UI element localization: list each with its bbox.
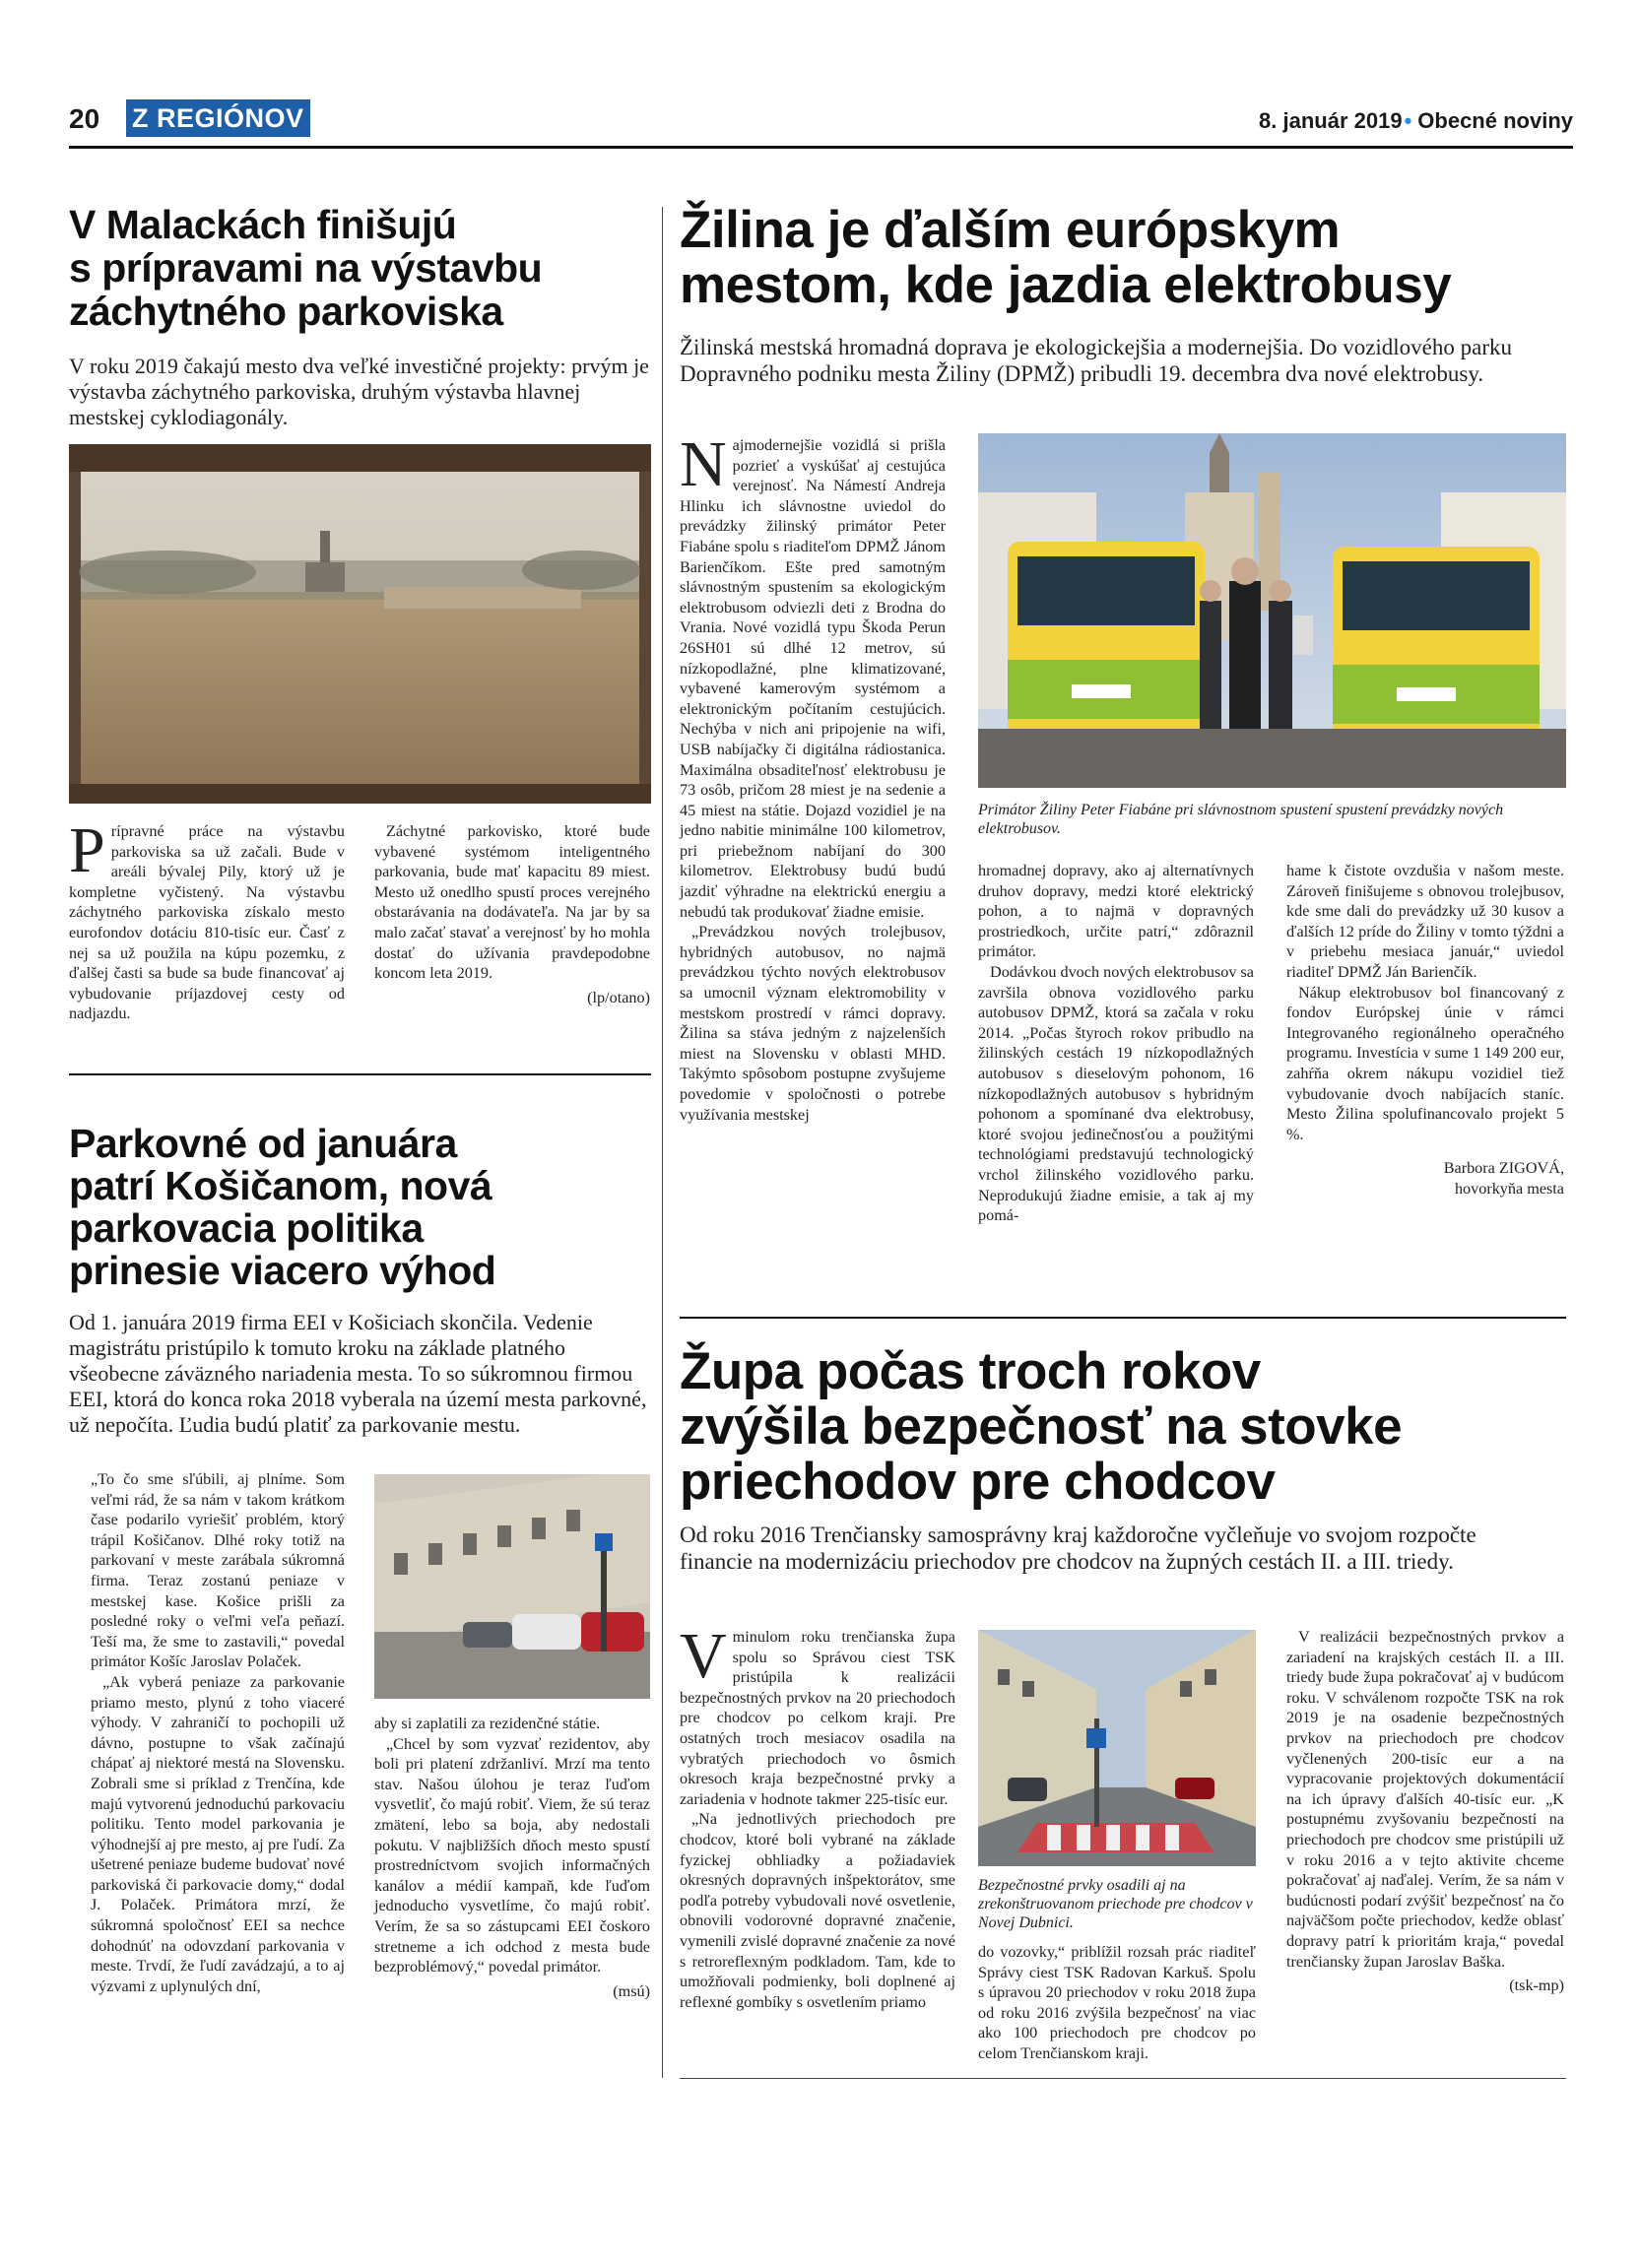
bullet-icon: • — [1404, 108, 1412, 133]
a2-col1-p: „Ak vyberá peniaze za parkovanie priamo mesto, plynú z toho viaceré výhody. V zahraničí to pochopili už dávno, postupne to však začínajú chápať aj niektoré mestá na Slovensku. Zobrali sme si príklad z Trenčína, kde majú vytvorenú jednoduchú parkovaciu politiku. Tento model parkovania je výhodnejší aj pre mesto, aj pre ľudí. Za ušetrené peniaze budeme budovať nové parkoviská či parkovacie domy,“ dodal J. Polaček. Primátora mrzí, že súkromná spoločnosť EEI sa nechce dohodnúť na odovzdaní parkovania v meste. Trvdí, že ľudí zavádzajú, a to aj výzvami z uplynulých dní, — [91, 1672, 345, 1995]
a3-lead: Žilinská mestská hromadná doprava je ekologickejšia a modernejšia. Do vozidlového parku Dopravného podniku mesta Žiliny (DPMŽ) pribudli 19. decembra dva nové elektrobusy. — [680, 335, 1513, 386]
a4-col3 — [1286, 1627, 1564, 1996]
parking-lot-image — [69, 444, 651, 804]
a4-col1-first-text: minulom roku trenčianska župa spolu so Správou ciest TSK pristúpila k realizácii bezpečnostných prvkov na 20 priechodoch pre chodcov po celkom kraji. Pre ostatných troch mesiacov osadila na vybratých priechodoch vo ôsmich okresoch kraja bezpečnostné prvky a zariadenia v hodnote takmer 225-tisíc eur. — [680, 1628, 955, 1808]
a4-headline-line: Župa počas troch rokov — [680, 1342, 1261, 1400]
column-divider — [662, 207, 663, 2078]
a4-col2-text: do vozovky,“ priblížil rozsah prác riaditeľ Správy ciest TSK Radovan Karkuš. Spolu s úpravou 20 priechodov v roku 2018 župa od roku 2016 zvýšila bezpečnosť na viac ako 100 priechodoch pre chodcov po celom Trenčianskom kraji. — [978, 1943, 1256, 2062]
a2-headline-line: prinesie viacero výhod — [69, 1248, 496, 1293]
issue-date: 8. január 2019 — [1259, 108, 1403, 133]
a2-col2 — [374, 1714, 650, 2001]
a3-col1-first — [680, 428, 946, 922]
paper-name: Obecné noviny — [1417, 108, 1573, 133]
a2-col2-p: „Chcel by som vyzvať rezidentov, aby boli pri platení zdržanliví. Mrzí ma tento stav. Našou úlohou je teraz ľuďom vysvetliť, čo majú robiť. Viem, že sú teraz zmätení, lebo sa boja, aby nedostali pokutu. V najbližších dňoch mesto spustí prostredníctvom svojich informačných kanálov a médií kampaň, kde ľuďom jednoducho vysvetlíme, čo majú robiť. Verím, že sa so zástupcami EEI čoskoro stretneme a ich odchod z mesta bude bezproblémový,“ povedal primátor. — [374, 1734, 650, 1976]
a3-col1-second: „Prevádzkou nových trolejbusov, hybridných autobusov, no najmä prevádzkou týchto nových elektrobusov sa umocnil význam elektromobility v mestskom prostredí v rámci dopravy. Žilina sa stáva jedným z najzelenších miest na Slovensku v oblasti MHD. Takýmto spôsobom postupne zvyšujeme povedomie v spoločnosti o potrebe využívania mestskej — [680, 923, 946, 1124]
a4-drop-cap: V — [680, 1620, 727, 1692]
a4-headline-line: zvýšila bezpečnosť na stovke — [680, 1397, 1403, 1456]
a4-lead: Od roku 2016 Trenčiansky samosprávny kraj každoročne vyčleňuje vo svojom rozpočte financie na modernizáciu priechodov pre chodcov na župných cestách II. a III. triedy. — [680, 1523, 1476, 1574]
a1-headline-line: s prípravami na výstavbu — [69, 245, 543, 291]
street-parking-image — [374, 1474, 650, 1699]
a1-col2-text: Záchytné parkovisko, ktoré bude vybavené systémom inteligentného parkovania, bude mať kapacitu 89 miest. Mesto už onedlho spustí proces verejného obstarávania na dodávateľa. Na jar by sa malo začať stavať a verejnosť by ho mohla dostať do užívania pravdepodobne koncom leta 2019. — [374, 822, 650, 983]
a3-col3 — [1286, 861, 1564, 1199]
a4-headline — [680, 1344, 1576, 1510]
a1-signature: (lp/otano) — [587, 988, 650, 1006]
a1-photo-parking-lot — [69, 444, 651, 804]
a4-col1 — [680, 1620, 955, 2012]
a3-headline-line: mestom, kde jazdia elektrobusy — [680, 256, 1452, 314]
a3-col1 — [680, 428, 946, 1125]
a4-col2 — [978, 1942, 1256, 2064]
a2-col1-p: „To čo sme sľúbili, aj plníme. Som veľmi rád, že sa nám v takom krátkom čase podarilo vyriešiť problém, ktorý trápil Košičanov. Dlhé roky totiž na parkovaní v meste zarábala súkromná firma. Teraz zostanú peniaze v mestskej kase. Košice prišli za posledné roky o veľmi veľa peňazí. Teší ma, že sme to zastavili,“ povedal primátor Košíc Jaroslav Polaček. — [91, 1470, 345, 1671]
a3-col2 — [978, 861, 1254, 1226]
a1-drop-cap: P — [69, 814, 105, 886]
a3-col2-p: hromadnej dopravy, ako aj alternatívnych druhov dopravy, medzi ktoré elektrický pohon, a to najmä v dopravných prostriedkoch, určite patrí,“ zdôraznil primátor. — [978, 862, 1254, 961]
a2-headline-line: Parkovné od januára — [69, 1121, 457, 1166]
a3-drop-cap: N — [680, 428, 727, 500]
a3-signature-role: hovorkyňa mesta — [1454, 1179, 1564, 1198]
a1-rule — [69, 1073, 651, 1075]
a2-col2-p: aby si zaplatili za rezidenčné státie. — [374, 1715, 601, 1732]
crosswalk-image — [978, 1630, 1256, 1866]
a4-signature: (tsk-mp) — [1509, 1976, 1564, 1995]
a3-caption: Primátor Žiliny Peter Fiabáne pri slávnostnom spustení spustení prevádzky nových elektrobusov. — [978, 802, 1504, 837]
a4-col3-text: V realizácii bezpečnostných prvkov a zariadení na krajských cestách II. a III. triedy bude župa pokračovať aj v budúcom roku. V schválenom rozpočte TSK na rok 2019 je na osadenie bezpečnostných prvkov na priechodoch pre chodcov vyčlenených 200-tisíc eur a na vypracovanie projektových dokumentácií na ich úpravy ďalších 40-tisíc eur. „K postupnému zvyšovaniu bezpečnosti na priechodoch pre chodcov sme pristúpili už v roku 2016 a v tejto aktivite chceme pokračovať aj naďalej. Verím, že sa nám v budúcnosti podarí zvýšiť bezpečnosť na čo najväčšom počte priechodov, kedže oblasť dopravy patrí k prioritám kraja,“ povedal trenčiansky župan Jaroslav Baška. — [1286, 1628, 1564, 1971]
a2-headline — [69, 1123, 650, 1292]
section-label: Z REGIÓNOV — [126, 99, 310, 137]
a4-col1-p: „Na jednotlivých priechodoch pre chodcov, ktoré boli vybrané na základe fyzickej obhliadky a požiadaviek okresných dopravných inšpektorátov, sme podľa potreby vybudovali nové osvetlenie, obnovili vodorovné dopravné značenie, vymenili zvislé dopravné značenie za nové s retroreflexným podkladom. Tam, kde to umožňovali podmienky, boli doplnené aj reflexné gombíky s osvetlením priamo — [680, 1810, 955, 2011]
a1-headline — [69, 203, 650, 333]
a1-headline-line: V Malackách finišujú — [69, 202, 457, 247]
a3-headline-line: Žilina je ďalším európskym — [680, 201, 1341, 259]
a3-photo-electric-buses — [978, 433, 1566, 788]
a1-col1-text: rípravné práce na výstavbu parkoviska sa už začali. Bude v areáli bývalej Pily, ktorý už je kompletne vyčistený. Na výstavbu záchytného parkoviska získalo mesto eurofondov dotáciu 810-tisíc eur. Časť z nej sa už použila na kúpu pozemku, z ďalšej časti sa bude sa bude financovať aj vybudovanie príjazdovej cesty od nadjazdu. — [69, 822, 345, 1023]
header-rule — [69, 146, 1573, 149]
page-bottom-rule — [680, 2078, 1566, 2079]
a4-caption: Bezpečnostné prvky osadili aj na zrekonštruovanom priechode pre chodcov v Novej Dubnici. — [978, 1877, 1253, 1931]
a3-col3-p: hame k čistote ovzdušia v našom meste. Zároveň finišujeme s obnovou trolejbusov, kde sme dali do prevádzky už 30 kusov a ďalších 12 príde do Žiliny v tomto týždni a v priebehu mesiaca január,“ uviedol riaditeľ DPMŽ Ján Barienčík. — [1286, 862, 1564, 981]
a3-col2-p: Dodávkou dvoch nových elektrobusov sa završila obnova vozidlového parku autobusov DPMŽ, ktorá sa začala v roku 2014. „Počas štyroch rokov pribudlo na žilinských cestách 19 nízkopodlažných autobusov s dieselovým pohonom, 16 nízkopodlažných autobusov s hybridným pohonom a spomínané dva elektrobusy, ktoré svojou jedinečnosťou a použitými technológiami predstavujú technologický vrchol žilinského vozidlového parku. Neprodukujú žiadne emisie, a tak aj my pomá- — [978, 962, 1254, 1225]
a1-col2 — [374, 821, 650, 1007]
header-dateline — [1259, 108, 1573, 134]
a4-headline-line: priechodov pre chodcov — [680, 1453, 1276, 1511]
a2-photo-street — [374, 1474, 650, 1699]
a3-rule — [680, 1317, 1566, 1319]
a2-lead: Od 1. januára 2019 firma EEI v Košiciach skončila. Vedenie magistrátu pristúpilo k tomuto kroku na základe platného všeobecne záväzného nariadenia mesta. To so súkromnou firmou EEI, ktorá do konca roka 2018 vyberala na území mesta parkovné, už nepočíta. Ľudia budú platiť za parkovanie mestu. — [69, 1310, 647, 1437]
a4-photo-crosswalk — [978, 1630, 1256, 1866]
a2-headline-line: parkovacia politika — [69, 1205, 424, 1251]
a1-headline-line: záchytného parkoviska — [69, 289, 503, 334]
electric-buses-image — [978, 433, 1566, 788]
a2-headline-line: patrí Košičanom, nová — [69, 1163, 492, 1208]
a3-col1-first-text: ajmodernejšie vozidlá si prišla pozrieť a vyskúšať aj cestujúca verejnosť. Na Námestí Andreja Hlinku ich slávnostne uviedol do prevádzky žilinský primátor Peter Fiabáne spolu s riaditeľom DPMŽ Jánom Barienčíkom. Ešte pred samotným slávnostným spustením sa ekologickým elektrobusom odviezli deti z Brodna do Vrania. Nové vozidlá typu Škoda Perun 26SH01 sú dlhé 12 metrov, sú nízkopodlažné, plne klimatizované, vybavené kamerovým systémom a elektronickým počítaním cestujúcich. Nechýba v nich ani pripojenie na wifi, USB nabíjačky či digitálna rádiostanica. Maximálna obsaditeľnosť elektrobusu je 73 osôb, pričom 28 miest je na sedenie a 45 miest na státie. Dojazd vozidiel je na jedno nabitie minimálne 100 kilometrov, pri priebežnom nabíjaní do 300 kilometrov. Elektrobusy budú budú jazdiť výhradne na elektrickú energiu a nebudú tak produkovať žiadne emisie. — [680, 436, 946, 921]
page-number: 20 — [69, 103, 100, 134]
a3-signature-name: Barbora ZIGOVÁ, — [1443, 1159, 1564, 1178]
a4-col1-p — [680, 1620, 955, 1809]
a1-col1 — [69, 814, 345, 1024]
a2-signature: (msú) — [613, 1981, 650, 2000]
a3-col3-p: Nákup elektrobusov bol financovaný z fondov Európskej únie v rámci Integrovaného regionálneho operačného programu. Investícia v sume 1 149 200 eur, zahŕňa okrem nákupu vozidiel tiež vybudovanie dvoch nabíjacích staníc. Mesto Žilina spolufinancovalo projekt 5 %. — [1286, 983, 1564, 1143]
a3-headline — [680, 203, 1576, 313]
a1-lead: V roku 2019 čakajú mesto dva veľké investičné projekty: prvým je výstavba záchytného parkoviska, druhým výstavba hlavnej mestskej cyklodiagonály. — [69, 354, 649, 429]
a2-col1 — [91, 1469, 345, 1996]
